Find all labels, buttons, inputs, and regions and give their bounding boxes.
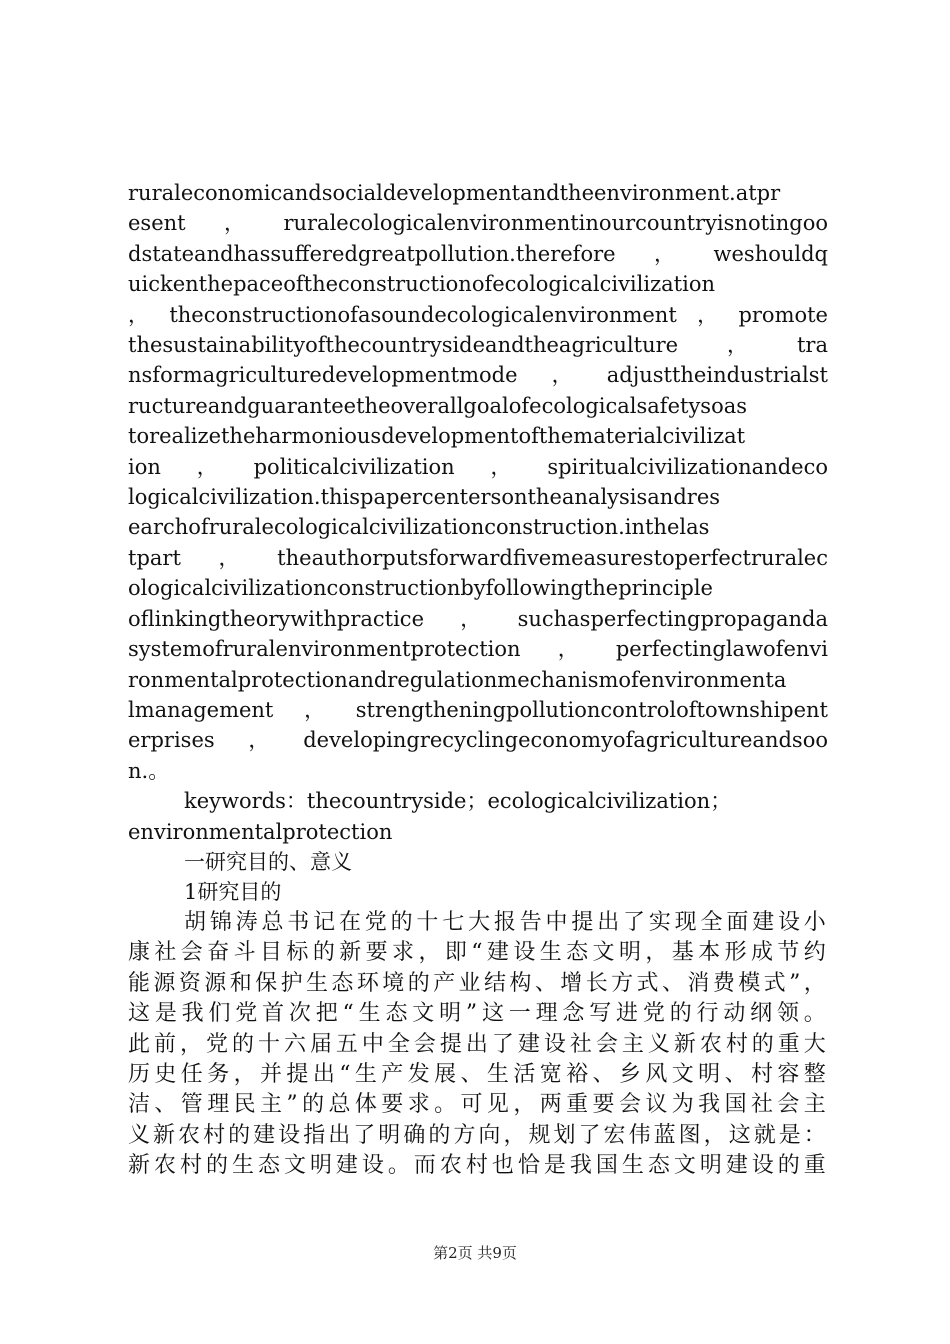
abstract-line: earchofruralecologicalcivilizationconstruction.inthelas	[128, 515, 710, 540]
page-footer: 第2页 共9页	[433, 1244, 517, 1262]
abstract-line: dstateandhassufferedgreatpollution.therefore，weshouldq	[128, 241, 828, 266]
abstract-line: torealizetheharmoniousdevelopmentofthematerialcivilizat	[128, 424, 746, 449]
section-heading: 一研究目的、意义	[184, 849, 352, 874]
abstract-line: thesustainabilityofthecountrysideandtheagriculture，tra	[128, 333, 828, 358]
body-line: 此前，党的十六届五中全会提出了建设社会主义新农村的重大	[128, 1031, 828, 1057]
abstract-line: erprises，developingrecyclingeconomyofagricultureandsoo	[128, 728, 828, 753]
abstract-line: systemofruralenvironmentprotection，perfectinglawofenvi	[128, 637, 828, 662]
abstract-line: logicalcivilization.thispapercentersontheanalysisandres	[128, 485, 721, 510]
keywords-line: keywords：thecountryside；ecologicalcivilization；	[184, 789, 732, 814]
body-line: 洁、管理民主”的总体要求。可见，两重要会议为我国社会主	[128, 1092, 828, 1118]
abstract-line: tpart，theauthorputsforwardfivemeasurestoperfectruralec	[128, 545, 828, 570]
abstract-line: nsformagriculturedevelopmentmode，adjusttheindustrialst	[128, 363, 828, 388]
body-line: 康社会奋斗目标的新要求，即“建设生态文明，基本形成节约	[128, 940, 828, 966]
abstract-line: ologicalcivilizationconstructionbyfollowingtheprinciple	[128, 576, 713, 601]
abstract-line: ion，politicalcivilization，spiritualcivilizationandeco	[128, 454, 828, 479]
abstract-line: uickenthepaceoftheconstructionofecologicalcivilization	[128, 272, 715, 297]
abstract-line: ructureandguaranteetheoverallgoalofecologicalsafetysoas	[128, 393, 748, 418]
keywords-line: environmentalprotection	[128, 819, 393, 844]
body-line: 胡锦涛总书记在党的十七大报告中提出了实现全面建设小	[184, 910, 828, 935]
abstract-text	[128, 178, 828, 908]
abstract-line: ，theconstructionofasoundecologicalenvironment，promote	[128, 302, 828, 327]
abstract-line: oflinkingtheorywithpractice，suchasperfectingpropaganda	[128, 606, 828, 631]
abstract-line: ruraleconomicandsocialdevelopmentandtheenvironment.atpr	[128, 181, 781, 205]
abstract-line: n.。	[128, 758, 170, 783]
abstract-line: lmanagement，strengtheningpollutioncontroloftownshipent	[128, 697, 828, 722]
body-line: 新农村的生态文明建设。而农村也恰是我国生态文明建设的重	[128, 1153, 828, 1179]
abstract-line: ronmentalprotectionandregulationmechanismofenvironmenta	[128, 667, 787, 692]
abstract-line: esent，ruralecologicalenvironmentinourcountryisnotingoo	[128, 211, 828, 236]
body-line: 义新农村的建设指出了明确的方向，规划了宏伟蓝图，这就是：	[128, 1122, 828, 1148]
body-line: 这是我们党首次把“生态文明”这一理念写进党的行动纲领。	[128, 1001, 828, 1027]
body-line: 历史任务，并提出“生产发展、生活宽裕、乡风文明、村容整	[128, 1062, 828, 1088]
body-paragraph	[128, 908, 828, 1182]
subsection-heading: 1研究目的	[184, 880, 282, 905]
body-line: 能源资源和保护生态环境的产业结构、增长方式、消费模式”，	[128, 970, 828, 996]
